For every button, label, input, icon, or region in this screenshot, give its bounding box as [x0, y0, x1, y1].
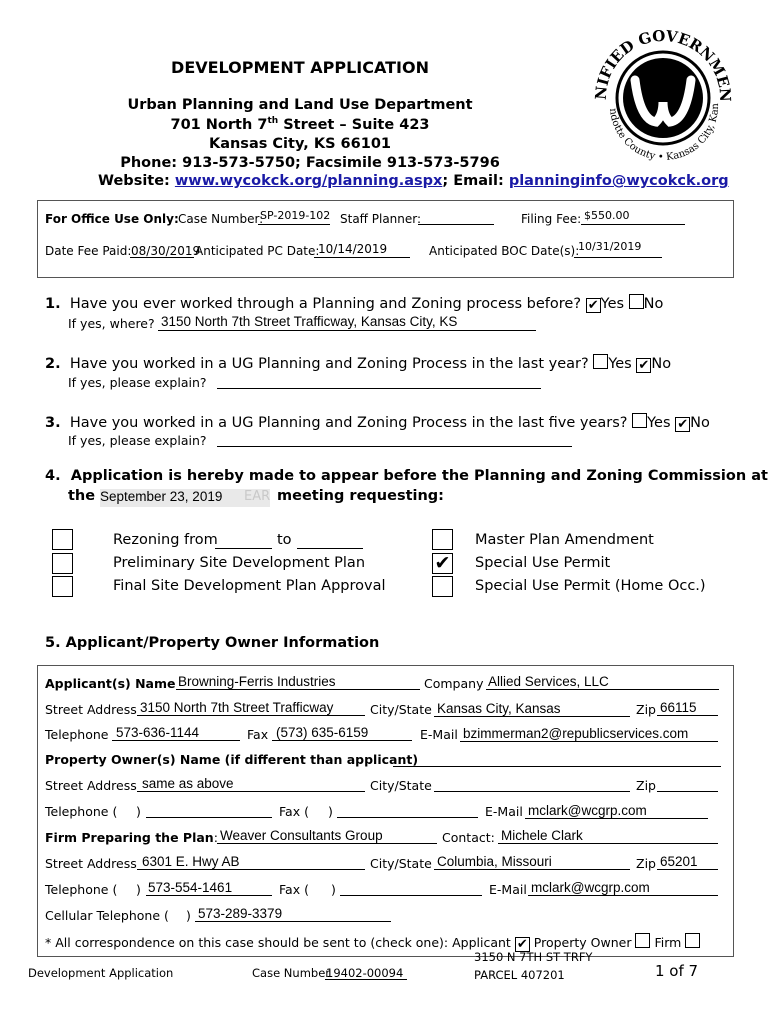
owner-fax-close: ) — [328, 804, 333, 819]
footer-address-line-2: PARCEL 407201 — [474, 968, 565, 982]
staff-planner-field[interactable] — [418, 224, 494, 225]
rezoning-label: Rezoning from — [113, 532, 218, 548]
applicant-name-label: Applicant(s) Name — [45, 676, 176, 691]
applicant-email-label: E-Mail — [420, 727, 458, 742]
applicant-zip-label: Zip — [636, 702, 656, 717]
master-plan-checkbox[interactable] — [432, 529, 453, 550]
firm-fax-close: ) — [331, 882, 336, 897]
pc-date-label: Anticipated PC Date: — [195, 244, 320, 258]
rezoning-checkbox[interactable] — [52, 529, 73, 550]
question-4: 4. Application is hereby made to appear before the Planning and Zoning Commission at — [45, 468, 768, 484]
q3-yes-checkbox[interactable] — [632, 413, 647, 428]
section-5-title: 5. Applicant/Property Owner Information — [45, 635, 380, 651]
question-2: 2. Have you worked in a UG Planning and Zoning Process in the last year? Yes ✔ No — [45, 356, 672, 373]
website-line: Website: www.wycokck.org/planning.aspx; Email: planninginfo@wycokck.org — [98, 173, 729, 189]
q1-yes-checkbox[interactable]: ✔ — [586, 298, 601, 313]
property-owner-field[interactable] — [393, 766, 721, 767]
firm-label: Firm Preparing the Plan — [45, 830, 214, 845]
firm-zip-field[interactable]: 65201 — [660, 854, 698, 869]
boc-date-field[interactable]: 10/31/2019 — [578, 240, 642, 253]
owner-zip-label: Zip — [636, 778, 656, 793]
q4-meeting-requesting: meeting requesting: — [277, 488, 444, 504]
logo-bottom-text: ndotte County • Kansas City, Kan — [606, 103, 722, 164]
case-number-label: Case Number: — [178, 212, 264, 226]
department-city: Kansas City, KS 66101 — [208, 136, 392, 152]
rezoning-from-field[interactable] — [215, 548, 272, 549]
q1-where-label: If yes, where? — [68, 316, 155, 331]
owner-fax-field[interactable] — [337, 817, 478, 818]
footer-address-line-1: 3150 N 7TH ST TRFY — [474, 950, 593, 964]
applicant-telephone-label: Telephone — [45, 727, 109, 742]
applicant-citystate-label: City/State — [370, 702, 432, 717]
form-title: DEVELOPMENT APPLICATION — [171, 58, 429, 77]
owner-citystate-label: City/State — [370, 778, 432, 793]
rezoning-to-label: to — [277, 532, 292, 548]
correspondence-owner-label: Property Owner — [533, 935, 632, 950]
boc-date-label: Anticipated BOC Date(s): — [429, 244, 580, 258]
applicant-street-label: Street Address — [45, 702, 137, 717]
ug-logo — [588, 20, 738, 170]
filing-fee-field[interactable]: $550.00 — [584, 209, 630, 222]
footer-case-label: Case Number — [252, 966, 330, 980]
property-owner-label: Property Owner(s) Name (if different than applicant) — [45, 752, 419, 767]
department-address: 701 North 7th Street – Suite 423 — [170, 116, 430, 133]
owner-email-field[interactable]: mclark@wcgrp.com — [528, 803, 647, 818]
applicant-name-field[interactable]: Browning-Ferris Industries — [178, 674, 336, 689]
special-use-permit-label: Special Use Permit — [475, 555, 611, 571]
date-fee-paid-label: Date Fee Paid: — [45, 244, 132, 258]
applicant-citystate-field[interactable]: Kansas City, Kansas — [437, 701, 561, 716]
q4-the-label: the — [68, 488, 96, 504]
applicant-email-field[interactable]: bzimmerman2@republicservices.com — [463, 726, 689, 741]
company-field[interactable]: Allied Services, LLC — [488, 674, 609, 689]
preliminary-plan-label: Preliminary Site Development Plan — [113, 555, 366, 571]
firm-email-field[interactable]: mclark@wcgrp.com — [531, 880, 650, 895]
applicant-fax-field[interactable]: (573) 635-6159 — [276, 725, 369, 740]
firm-fax-label: Fax ( — [279, 882, 309, 897]
firm-field[interactable]: Weaver Consultants Group — [220, 828, 383, 843]
firm-telephone-field[interactable]: 573-554-1461 — [148, 880, 233, 895]
q4-date-ghost: EAR — [244, 489, 271, 504]
firm-citystate-field[interactable]: Columbia, Missouri — [437, 854, 552, 869]
correspondence-owner-checkbox[interactable] — [635, 933, 650, 948]
q2-yes-checkbox[interactable] — [593, 354, 608, 369]
correspondence-firm-checkbox[interactable] — [685, 933, 700, 948]
department-phone: Phone: 913-573-5750; Facsimile 913-573-5796 — [120, 155, 500, 171]
q2-no-checkbox[interactable]: ✔ — [636, 358, 651, 373]
q4-meeting-date-field[interactable]: September 23, 2019 — [100, 489, 223, 504]
owner-zip-field[interactable] — [657, 791, 718, 792]
company-label: Company — [424, 676, 484, 691]
applicant-telephone-field[interactable]: 573-636-1144 — [116, 725, 200, 740]
firm-telephone-close: ) — [136, 882, 141, 897]
final-plan-label: Final Site Development Plan Approval — [113, 578, 386, 594]
q1-where-field[interactable]: 3150 North 7th Street Trafficway, Kansas City, KS — [161, 314, 458, 329]
firm-telephone-label: Telephone ( — [45, 882, 118, 897]
logo-top-text: NIFIED GOVERNMEN — [591, 26, 735, 103]
firm-email-label: E-Mail — [489, 882, 527, 897]
owner-street-label: Street Address — [45, 778, 137, 793]
firm-street-field[interactable]: 6301 E. Hwy AB — [142, 854, 240, 869]
special-use-permit-checkbox[interactable]: ✔ — [432, 553, 453, 574]
special-use-home-occ-checkbox[interactable] — [432, 576, 453, 597]
cellular-label: Cellular Telephone ( — [45, 908, 169, 923]
firm-citystate-label: City/State — [370, 856, 432, 871]
owner-fax-label: Fax ( — [279, 804, 309, 819]
case-number-field[interactable]: SP-2019-102 — [260, 209, 331, 222]
q1-no-checkbox[interactable] — [629, 294, 644, 309]
applicant-zip-field[interactable]: 66115 — [660, 700, 697, 715]
q2-explain-field[interactable] — [217, 388, 541, 389]
owner-email-label: E-Mail — [485, 804, 523, 819]
owner-telephone-label: Telephone ( — [45, 804, 118, 819]
date-fee-paid-field[interactable]: 08/30/2019 — [131, 244, 201, 258]
question-1: 1. Have you ever worked through a Planning and Zoning process before? ✔ Yes No — [45, 296, 664, 313]
applicant-street-field[interactable]: 3150 North 7th Street Trafficway — [140, 700, 334, 715]
firm-fax-field[interactable] — [340, 895, 482, 896]
pc-date-field[interactable]: 10/14/2019 — [318, 242, 388, 256]
contact-field[interactable]: Michele Clark — [501, 828, 583, 843]
contact-label: Contact: — [442, 830, 495, 845]
q3-explain-label: If yes, please explain? — [68, 433, 207, 448]
email-link[interactable]: planninginfo@wycokck.org — [508, 173, 729, 189]
cellular-field[interactable]: 573-289-3379 — [198, 906, 283, 921]
office-use-row-1: For Office Use Only: — [45, 212, 179, 226]
question-3: 3. Have you worked in a UG Planning and Zoning Process in the last five years? Yes ✔ No — [45, 415, 710, 432]
applicant-fax-label: Fax — [247, 727, 269, 742]
final-plan-checkbox[interactable] — [52, 576, 73, 597]
q2-explain-label: If yes, please explain? — [68, 375, 207, 390]
correspondence-firm-label: Firm — [654, 935, 682, 950]
owner-telephone-field[interactable] — [146, 817, 272, 818]
firm-zip-label: Zip — [636, 856, 656, 871]
preliminary-plan-checkbox[interactable] — [52, 553, 73, 574]
owner-citystate-field[interactable] — [434, 791, 630, 792]
footer-page-number: 1 of 7 — [655, 962, 699, 980]
firm-label-wrap: Firm Preparing the Plan: — [45, 830, 218, 845]
special-use-home-occ-label: Special Use Permit (Home Occ.) — [475, 578, 706, 594]
correspondence-applicant-checkbox[interactable]: ✔ — [515, 937, 530, 952]
website-link[interactable]: www.wycokck.org/planning.aspx — [174, 173, 443, 189]
rezoning-to-field[interactable] — [297, 548, 363, 549]
q3-explain-field[interactable] — [217, 446, 572, 447]
footer-form-name: Development Application — [28, 966, 174, 980]
department-name: Urban Planning and Land Use Department — [127, 97, 473, 113]
filing-fee-label: Filing Fee: — [521, 212, 582, 226]
owner-telephone-close: ) — [136, 804, 141, 819]
owner-street-field[interactable]: same as above — [142, 776, 234, 791]
firm-street-label: Street Address — [45, 856, 137, 871]
footer-case-number[interactable]: 19402-00094 — [326, 966, 404, 980]
q3-no-checkbox[interactable]: ✔ — [675, 417, 690, 432]
cellular-close: ) — [186, 908, 191, 923]
staff-planner-label: Staff Planner: — [340, 212, 422, 226]
correspondence-line: * All correspondence on this case should be sent to (check one): Applicant ✔ Property Owner Firm — [45, 933, 700, 952]
master-plan-label: Master Plan Amendment — [475, 532, 654, 548]
